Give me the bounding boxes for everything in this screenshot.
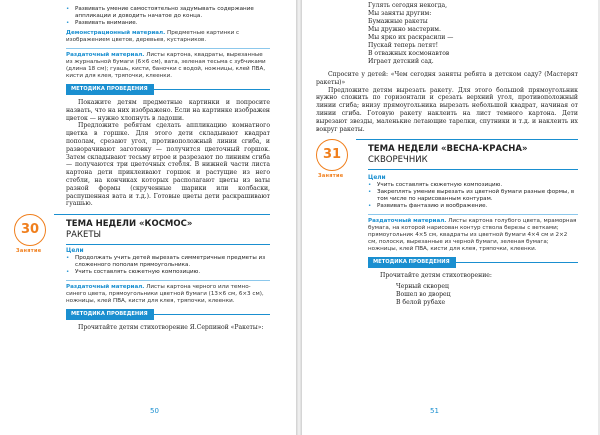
divider [66,48,270,49]
lesson-31-body [316,175,578,269]
paragraph: Предложите детям вырезать ракету. Для этого большой прямоугольник нужно сложить по горизонтали и срезать верхний угол, противоположный линии сгиба; внизу прямоугольника вырезать небольшой квадрат, начиная от линии сгиба. Готовую ракету наклеить на лист темного картона. Дети вырезают звезды, маленькие летающие тарелки, спутники и т.д. и наклеить их вокруг ракеты. [316,86,578,133]
demo-material [66,30,270,44]
intro-goals-list [66,6,270,27]
goals-heading: Цели [368,175,386,182]
goals-heading: Цели [66,248,84,255]
page-number: 50 [150,407,159,415]
list-item: • Развивать умение самостоятельно задумывать содержание аппликации и доводить начатое до конца. [66,6,270,20]
demo-material-text: Предметные картинки с изображением цветов, деревьев, кустарников. [66,30,240,43]
theme-subtitle: СКВОРЕЧНИК [368,155,428,166]
demo-material-label: Демонстрационный материал. [66,30,166,36]
theme-rule [368,169,578,170]
handout-material-label: Раздаточный материал. [66,52,145,58]
method-label: МЕТОДИКА ПРОВЕДЕНИЯ [66,309,154,320]
handout-material-text: Листы картона, квадраты, вырезанные из журнальной бумаги (6×6 см), вата, зеленая тесьма с зубчиками (длина 18 см); гуашь, кисти, баночки с водой, ножницы, клей ПВА, кисти для клея, тряпочки, клеенки. [66,52,266,79]
poem-line: Мы ярко их раскрасили — [368,34,454,41]
list-item: • Продолжать учить детей вырезать симметричные предметы из сложенного пополам прямоугольника. [66,255,270,269]
poem-line: Черный скворец [396,283,449,291]
list-item: • Учить составлять сюжетную композицию. [368,182,578,189]
lesson-word: Занятие [16,248,42,255]
handout-material-label: Раздаточный материал. [66,284,145,291]
lesson-text [66,99,270,208]
method-label: МЕТОДИКА ПРОВЕДЕНИЯ [368,257,456,268]
poem-line: Пускай теперь летят! [368,42,439,49]
closing-text [66,324,270,332]
poem [316,283,578,307]
goals-list [368,182,578,210]
lesson-31-header [318,139,578,187]
poem-line: Бумажные ракеты [368,18,428,25]
lesson-word: Занятие [318,173,344,180]
list-item: • Закреплять умение вырезать из цветной бумаги разные формы, в том числе по нарисованным контурам. [368,189,578,203]
lesson-number-badge: 31 [316,139,348,171]
handout-material [368,218,578,253]
list-item: • Развивать внимание. [66,20,270,27]
method-header [66,309,270,321]
poem-line: Мы заняты другим: [368,10,432,17]
page-number: 51 [430,407,439,415]
theme-title: ТЕМА НЕДЕЛИ «ВЕСНА-КРАСНА» [368,144,528,155]
paragraph: Прочитайте детям стихотворение: [380,272,492,280]
paragraph: Покажите детям предметные картинки и попросите назвать, что на них изображено. Если на картинке изображен цветок — нужно хлопнуть в ладоши. [66,99,270,122]
list-item: • Развивать фантазию и воображение. [368,203,578,210]
goals-list [66,255,270,276]
paragraph: Предложите ребятам сделать аппликацию комнатного цветка в горшке. Для этого дети складывают квадрат пополам, срезают угол, противоположный линии сгиба, и разворачивают заготовку — получится цветочный горшок. Затем складывают тесьму втрое и разрезают по линиям сгиба — получаются три цветочных стебля. В нижней части листа картона дети приклеивают горшок и растущие из него стебли, на кончиках которых располагают цветы из ваты разной формы (скрученные шарики или колбаски, распушенная вата и т.д.). Готовые цветы дети раскрашивают гуашью. [66,122,270,208]
divider [368,214,578,215]
divider [66,280,270,281]
poem-line: Мы дружно мастерим. [368,26,441,33]
poem-line: В белой рубахе [396,299,446,307]
poem-line: Играет детский сад. [368,58,434,65]
paragraph: Спросите у детей: «Чем сегодня заняты ребята в детском саду? (Мастерят ракеты)» [316,71,578,86]
theme-title: ТЕМА НЕДЕЛИ «КОСМОС» [66,219,193,230]
poem-line: Вошел во дворец [396,291,451,299]
right-page [302,0,598,435]
poem-line: Гулять сегодня некогда, [368,2,448,9]
handout-material-text: Листы картона черного или темно-синего цвета, прямоугольники цветной бумаги (13×6 см, 6×3 см), ножницы, клей ПВА, кисти для клея, тряпочки, клеенки. [66,284,264,305]
closing-text [316,272,578,280]
lesson-text [316,71,578,133]
method-label: МЕТОДИКА ПРОВЕДЕНИЯ [66,84,154,95]
theme-rule [356,139,578,140]
lesson-number-badge: 30 [14,214,46,246]
theme-rule [66,244,270,245]
list-item: • Учить составлять сюжетную композицию. [66,269,270,276]
theme-rule [54,214,270,215]
handout-material-label: Раздаточный материал. [368,218,447,225]
method-header [368,257,578,269]
theme-subtitle: РАКЕТЫ [66,230,102,241]
poem [316,2,578,66]
handout-material-text: Листы картона голубого цвета, мраморная бумага, на которой нарисован контур ствола березы с ветками; прямоугольник 4×5 см, квадраты из цветной бумаги 4×4 см и 2×2 см, полоски, вырезанные из черной бумаги, зеленая бумага; ножницы, клей ПВА, кисти для клея, тряпочки, клеенки. [368,218,577,253]
method-header [66,84,270,96]
paragraph: Прочитайте детям стихотворение Я.Серпиной «Ракеты»: [78,324,264,332]
left-page [0,0,296,435]
poem-line: В отважных космонавтов [368,50,450,57]
handout-material [66,284,270,305]
handout-material [66,52,270,80]
